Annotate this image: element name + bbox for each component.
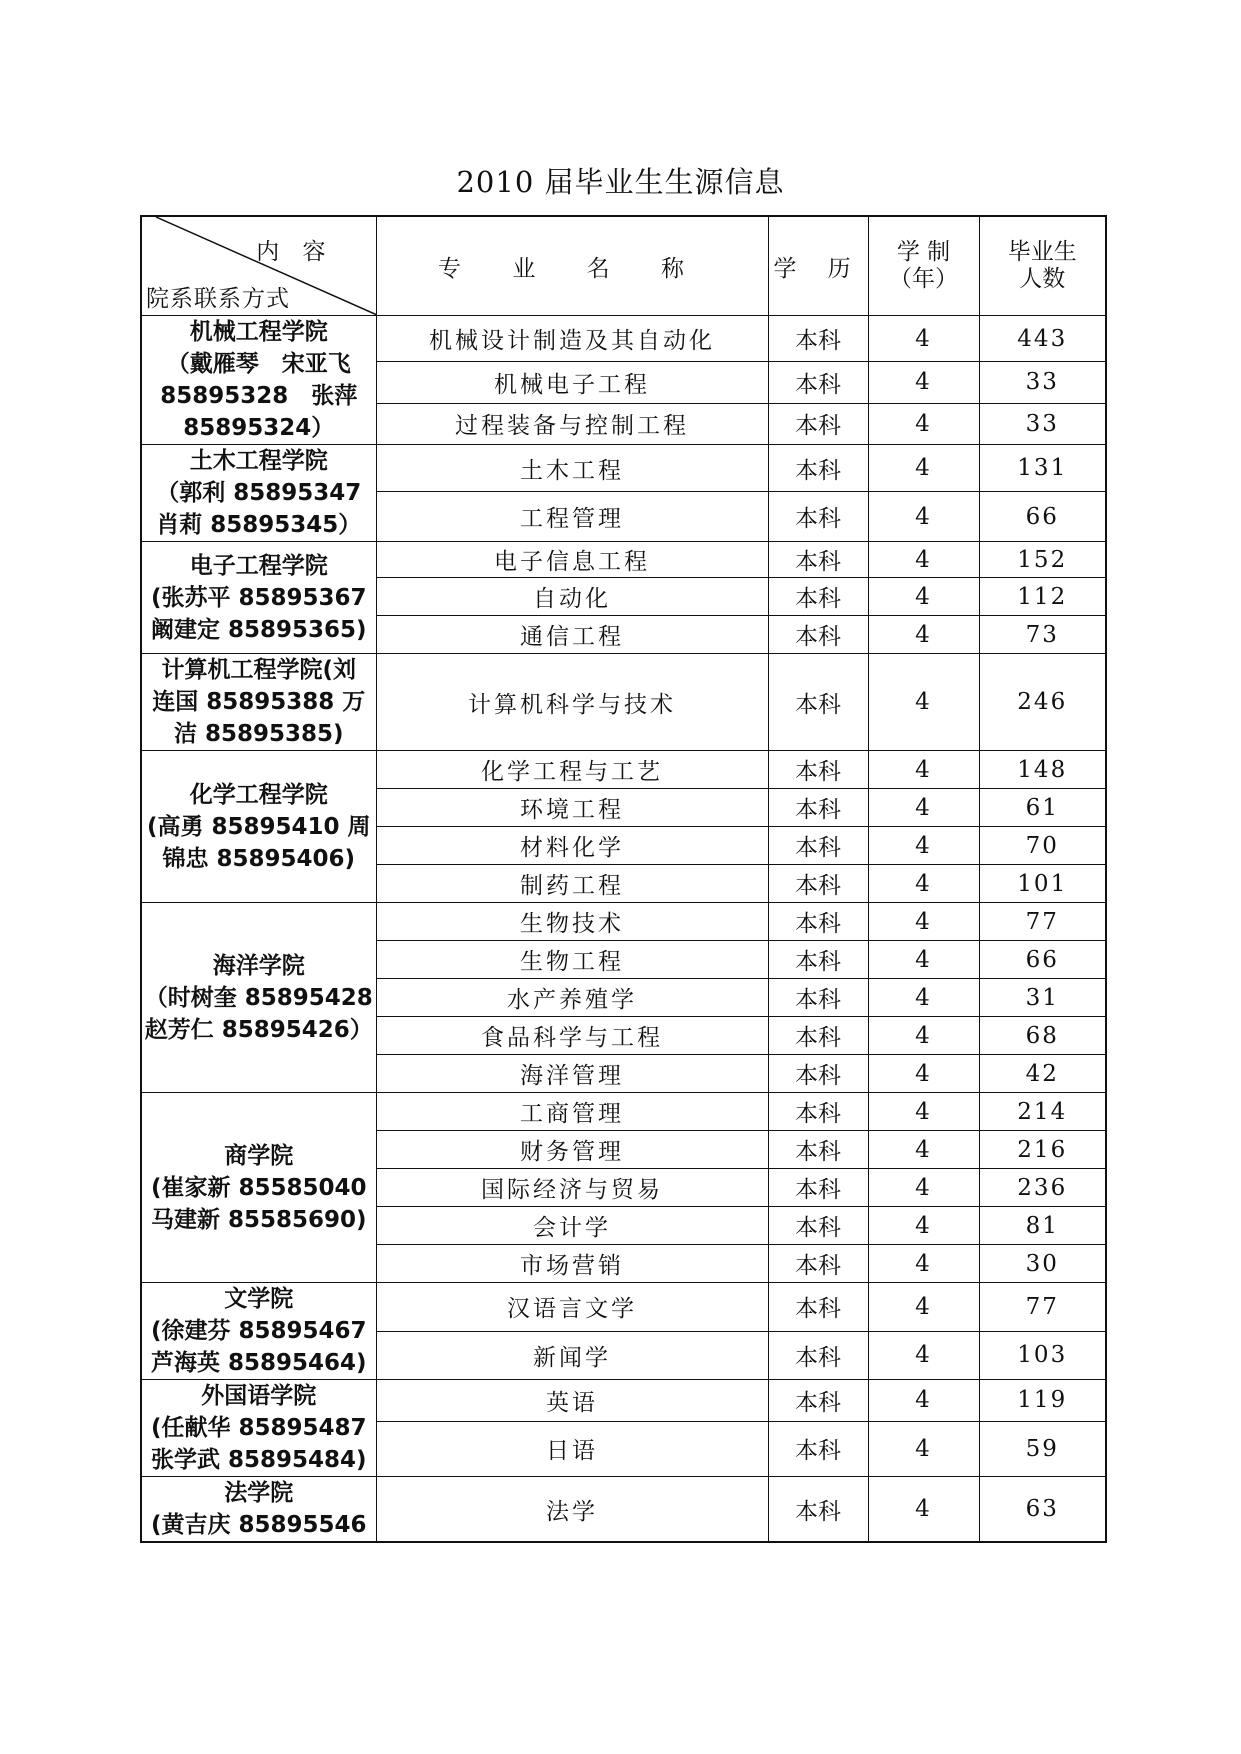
header-count-line2: 人数 (1019, 266, 1066, 292)
major-cell: 自动化 (376, 578, 768, 616)
department-cell (141, 751, 376, 903)
length-cell: 4 (868, 1207, 979, 1245)
length-cell: 4 (868, 751, 979, 789)
length-cell: 4 (868, 1283, 979, 1332)
major-cell: 过程装备与控制工程 (376, 403, 768, 444)
major-cell: 环境工程 (376, 789, 768, 827)
count-cell: 73 (979, 616, 1106, 654)
header-contact-label: 院系联系方式 (146, 286, 290, 312)
page-title: 2010 届毕业生生源信息 (456, 165, 785, 199)
education-cell: 本科 (768, 1017, 868, 1055)
education-cell: 本科 (768, 1331, 868, 1380)
header-major: 专 业 名 称 (376, 216, 768, 316)
table-row (141, 316, 1106, 362)
major-cell: 通信工程 (376, 616, 768, 654)
major-cell: 机械设计制造及其自动化 (376, 316, 768, 362)
count-cell: 119 (979, 1380, 1106, 1422)
department-name: 土木工程学院 (189, 448, 328, 474)
department-name: 海洋学院 (212, 952, 305, 979)
length-cell: 4 (868, 1421, 979, 1476)
count-cell: 246 (979, 654, 1106, 751)
department-cell (141, 316, 376, 445)
department-contact: 连国 85895388 万洁 85895385) (152, 689, 366, 747)
count-cell: 33 (979, 403, 1106, 444)
header-length-line1: 学 制 (896, 239, 951, 265)
department-name: 商学院 (224, 1142, 294, 1169)
department-cell (141, 903, 376, 1093)
count-cell: 148 (979, 751, 1106, 789)
education-cell: 本科 (768, 979, 868, 1017)
header-count-line1: 毕业生 (1007, 239, 1077, 265)
count-cell: 66 (979, 492, 1106, 542)
count-cell: 61 (979, 789, 1106, 827)
count-cell: 66 (979, 941, 1106, 979)
department-contact: (高勇 85895410 周锦忠 85895406) (146, 813, 371, 872)
education-cell: 本科 (768, 316, 868, 362)
department-contact: (张苏平 85895367 阚建定 85895365) (150, 584, 367, 643)
education-cell: 本科 (768, 445, 868, 492)
education-cell: 本科 (768, 616, 868, 654)
department-cell (141, 1380, 376, 1477)
department-contact: （戴雁琴 宋亚飞 85895328 张萍 85895324） (160, 351, 358, 441)
major-cell: 生物技术 (376, 903, 768, 941)
count-cell: 77 (979, 1283, 1106, 1332)
department-name: 文学院 (224, 1286, 294, 1312)
table-row (141, 1380, 1106, 1422)
length-cell: 4 (868, 1331, 979, 1380)
length-cell: 4 (868, 362, 979, 403)
department-contact: （郭利 85895347 肖莉 85895345） (156, 480, 362, 538)
department-name: 法学院 (224, 1480, 294, 1506)
length-cell: 4 (868, 654, 979, 751)
header-diagonal-cell (141, 216, 376, 316)
department-cell (141, 1283, 376, 1380)
count-cell: 443 (979, 316, 1106, 362)
major-cell: 电子信息工程 (376, 542, 768, 578)
major-cell: 食品科学与工程 (376, 1017, 768, 1055)
department-contact: (崔家新 85585040 马建新 85585690) (150, 1174, 367, 1233)
department-cell (141, 445, 376, 542)
length-cell: 4 (868, 1017, 979, 1055)
count-cell: 112 (979, 578, 1106, 616)
major-cell: 市场营销 (376, 1245, 768, 1283)
major-cell: 化学工程与工艺 (376, 751, 768, 789)
department-contact: (任献华 85895487 张学武 85895484) (150, 1415, 367, 1473)
count-cell: 31 (979, 979, 1106, 1017)
length-cell: 4 (868, 979, 979, 1017)
department-cell (141, 542, 376, 654)
major-cell: 财务管理 (376, 1131, 768, 1169)
department-contact: (黄吉庆 85895546 (150, 1512, 367, 1538)
major-cell: 英语 (376, 1380, 768, 1422)
education-cell: 本科 (768, 1169, 868, 1207)
table-row (141, 751, 1106, 789)
education-cell: 本科 (768, 1131, 868, 1169)
education-cell: 本科 (768, 492, 868, 542)
count-cell: 70 (979, 827, 1106, 865)
major-cell: 海洋管理 (376, 1055, 768, 1093)
table-row (141, 445, 1106, 492)
length-cell: 4 (868, 827, 979, 865)
education-cell: 本科 (768, 1093, 868, 1131)
education-cell: 本科 (768, 1421, 868, 1476)
major-cell: 法学 (376, 1477, 768, 1543)
count-cell: 236 (979, 1169, 1106, 1207)
count-cell: 152 (979, 542, 1106, 578)
length-cell: 4 (868, 1131, 979, 1169)
count-cell: 77 (979, 903, 1106, 941)
education-cell: 本科 (768, 903, 868, 941)
table-row (141, 903, 1106, 941)
department-name: 化学工程学院 (189, 781, 328, 808)
education-cell: 本科 (768, 1207, 868, 1245)
department-name: 计算机工程学院(刘 (161, 657, 356, 683)
major-cell: 机械电子工程 (376, 362, 768, 403)
count-cell: 216 (979, 1131, 1106, 1169)
count-cell: 59 (979, 1421, 1106, 1476)
length-cell: 4 (868, 1245, 979, 1283)
count-cell: 103 (979, 1331, 1106, 1380)
header-length (868, 216, 979, 316)
count-cell: 214 (979, 1093, 1106, 1131)
length-cell: 4 (868, 542, 979, 578)
department-cell (141, 654, 376, 751)
length-cell: 4 (868, 445, 979, 492)
education-cell: 本科 (768, 789, 868, 827)
education-cell: 本科 (768, 403, 868, 444)
count-cell: 131 (979, 445, 1106, 492)
major-cell: 工商管理 (376, 1093, 768, 1131)
length-cell: 4 (868, 903, 979, 941)
education-cell: 本科 (768, 1283, 868, 1332)
major-cell: 土木工程 (376, 445, 768, 492)
count-cell: 30 (979, 1245, 1106, 1283)
major-cell: 计算机科学与技术 (376, 654, 768, 751)
length-cell: 4 (868, 1477, 979, 1543)
department-cell (141, 1093, 376, 1283)
length-cell: 4 (868, 403, 979, 444)
major-cell: 会计学 (376, 1207, 768, 1245)
education-cell: 本科 (768, 1245, 868, 1283)
table-row (141, 1093, 1106, 1131)
department-contact: (徐建芬 85895467 芦海英 85895464) (150, 1318, 367, 1376)
length-cell: 4 (868, 789, 979, 827)
education-cell: 本科 (768, 865, 868, 903)
table-row (141, 654, 1106, 751)
graduate-source-table (140, 215, 1107, 1543)
length-cell: 4 (868, 1093, 979, 1131)
header-education: 学 历 (768, 216, 868, 316)
count-cell: 101 (979, 865, 1106, 903)
major-cell: 水产养殖学 (376, 979, 768, 1017)
department-name: 电子工程学院 (189, 552, 328, 579)
table-row (141, 542, 1106, 578)
major-cell: 汉语言文学 (376, 1283, 768, 1332)
major-cell: 材料化学 (376, 827, 768, 865)
education-cell: 本科 (768, 542, 868, 578)
major-cell: 国际经济与贸易 (376, 1169, 768, 1207)
header-row (141, 216, 1106, 316)
department-name: 外国语学院 (201, 1383, 317, 1409)
education-cell: 本科 (768, 751, 868, 789)
table-row (141, 1283, 1106, 1332)
major-cell: 工程管理 (376, 492, 768, 542)
length-cell: 4 (868, 1055, 979, 1093)
education-cell: 本科 (768, 654, 868, 751)
table-row (141, 1477, 1106, 1543)
education-cell: 本科 (768, 827, 868, 865)
header-length-line2: （年） (889, 266, 958, 292)
length-cell: 4 (868, 941, 979, 979)
count-cell: 63 (979, 1477, 1106, 1543)
length-cell: 4 (868, 616, 979, 654)
length-cell: 4 (868, 1380, 979, 1422)
count-cell: 68 (979, 1017, 1106, 1055)
education-cell: 本科 (768, 1380, 868, 1422)
count-cell: 42 (979, 1055, 1106, 1093)
header-content-label: 内 容 (256, 239, 334, 265)
count-cell: 33 (979, 362, 1106, 403)
length-cell: 4 (868, 316, 979, 362)
education-cell: 本科 (768, 1477, 868, 1543)
department-contact: （时树奎 85895428 赵芳仁 85895426） (144, 984, 373, 1043)
major-cell: 日语 (376, 1421, 768, 1476)
length-cell: 4 (868, 1169, 979, 1207)
major-cell: 新闻学 (376, 1331, 768, 1380)
header-count (979, 216, 1106, 316)
length-cell: 4 (868, 492, 979, 542)
education-cell: 本科 (768, 941, 868, 979)
department-cell (141, 1477, 376, 1543)
education-cell: 本科 (768, 578, 868, 616)
length-cell: 4 (868, 865, 979, 903)
department-name: 机械工程学院 (189, 319, 328, 345)
major-cell: 制药工程 (376, 865, 768, 903)
length-cell: 4 (868, 578, 979, 616)
major-cell: 生物工程 (376, 941, 768, 979)
count-cell: 81 (979, 1207, 1106, 1245)
education-cell: 本科 (768, 1055, 868, 1093)
education-cell: 本科 (768, 362, 868, 403)
